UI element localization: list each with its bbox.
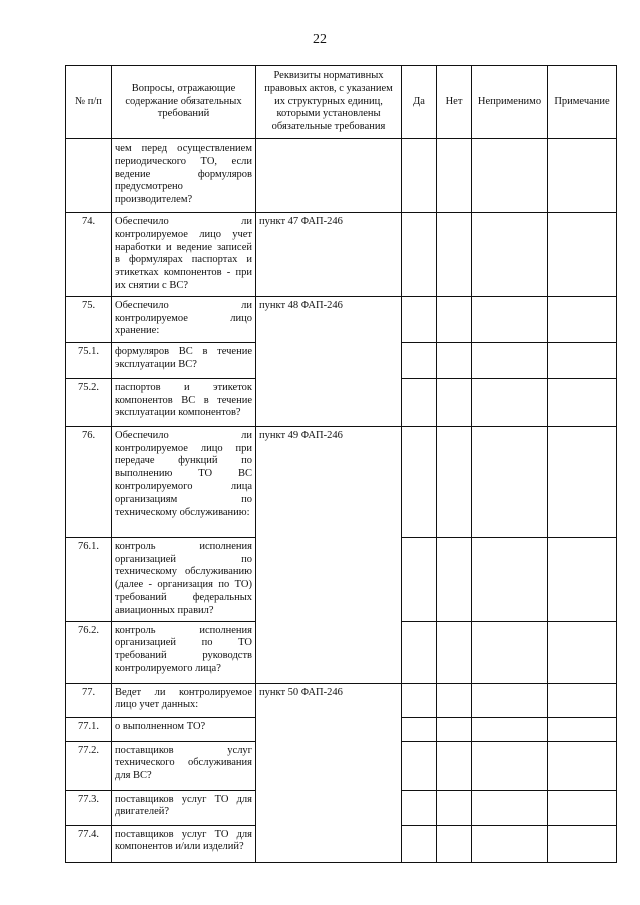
checklist-table bbox=[65, 65, 617, 863]
no-cell[interactable] bbox=[437, 621, 472, 683]
row-question: поставщиков услуг технического обслуживания для ВС? bbox=[112, 741, 256, 790]
header-question: Вопросы, отражающие содержание обязательных требований bbox=[112, 66, 256, 139]
header-num: № п/п bbox=[66, 66, 112, 139]
no-cell[interactable] bbox=[437, 790, 472, 825]
row-reference bbox=[256, 139, 402, 213]
note-cell[interactable] bbox=[548, 378, 617, 426]
header-row bbox=[66, 66, 617, 139]
no-cell[interactable] bbox=[437, 741, 472, 790]
row-question: паспортов и этикеток компонентов ВС в течение эксплуатации компонентов? bbox=[112, 378, 256, 426]
yes-cell[interactable] bbox=[402, 717, 437, 741]
row-number: 77.4. bbox=[66, 825, 112, 862]
note-cell[interactable] bbox=[548, 683, 617, 717]
row-reference: пункт 50 ФАП-246 bbox=[256, 683, 402, 862]
row-number: 76. bbox=[66, 426, 112, 537]
note-cell[interactable] bbox=[548, 342, 617, 378]
row-number bbox=[66, 139, 112, 213]
yes-cell[interactable] bbox=[402, 296, 437, 342]
no-cell[interactable] bbox=[437, 378, 472, 426]
no-cell[interactable] bbox=[437, 139, 472, 213]
row-number: 75. bbox=[66, 296, 112, 342]
row-question: поставщиков услуг ТО для двигателей? bbox=[112, 790, 256, 825]
yes-cell[interactable] bbox=[402, 537, 437, 621]
note-cell[interactable] bbox=[548, 426, 617, 537]
no-cell[interactable] bbox=[437, 296, 472, 342]
no-cell[interactable] bbox=[437, 683, 472, 717]
na-cell[interactable] bbox=[472, 825, 548, 862]
na-cell[interactable] bbox=[472, 790, 548, 825]
na-cell[interactable] bbox=[472, 213, 548, 297]
na-cell[interactable] bbox=[472, 426, 548, 537]
note-cell[interactable] bbox=[548, 139, 617, 213]
na-cell[interactable] bbox=[472, 537, 548, 621]
yes-cell[interactable] bbox=[402, 378, 437, 426]
note-cell[interactable] bbox=[548, 825, 617, 862]
na-cell[interactable] bbox=[472, 378, 548, 426]
yes-cell[interactable] bbox=[402, 342, 437, 378]
yes-cell[interactable] bbox=[402, 426, 437, 537]
row-question: Обеспечило ли контролируемое лицо хранение: bbox=[112, 296, 256, 342]
row-number: 74. bbox=[66, 213, 112, 297]
no-cell[interactable] bbox=[437, 342, 472, 378]
row-number: 76.1. bbox=[66, 537, 112, 621]
na-cell[interactable] bbox=[472, 741, 548, 790]
row-question: поставщиков услуг ТО для компонентов и/или изделий? bbox=[112, 825, 256, 862]
row-question: Ведет ли контролируемое лицо учет данных: bbox=[112, 683, 256, 717]
header-na: Неприменимо bbox=[472, 66, 548, 139]
na-cell[interactable] bbox=[472, 717, 548, 741]
no-cell[interactable] bbox=[437, 825, 472, 862]
row-question: контроль исполнения организацией по ТО требований руководств контролируемого лица? bbox=[112, 621, 256, 683]
row-reference: пункт 48 ФАП-246 bbox=[256, 296, 402, 426]
yes-cell[interactable] bbox=[402, 213, 437, 297]
row-question: чем перед осуществлением периодического ТО, если ведение формуляров предусмотрено производителем? bbox=[112, 139, 256, 213]
row-number: 75.2. bbox=[66, 378, 112, 426]
row-question: о выполненном ТО? bbox=[112, 717, 256, 741]
row-question: Обеспечило ли контролируемое лицо при передаче функций по выполнению ТО ВС контролируемого лица организациям по техническому обслуживанию: bbox=[112, 426, 256, 537]
table-row bbox=[66, 139, 617, 213]
row-number: 76.2. bbox=[66, 621, 112, 683]
no-cell[interactable] bbox=[437, 537, 472, 621]
na-cell[interactable] bbox=[472, 621, 548, 683]
header-yes: Да bbox=[402, 66, 437, 139]
table-row bbox=[66, 296, 617, 342]
table-row bbox=[66, 683, 617, 717]
note-cell[interactable] bbox=[548, 790, 617, 825]
header-reference: Реквизиты нормативных правовых актов, с указанием их структурных единиц, которыми установлены обязательные требования bbox=[256, 66, 402, 139]
na-cell[interactable] bbox=[472, 683, 548, 717]
row-reference: пункт 49 ФАП-246 bbox=[256, 426, 402, 683]
table-row bbox=[66, 213, 617, 297]
row-question: контроль исполнения организацией по техническому обслуживанию (далее - организация по ТО) требований федеральных авиационных правил? bbox=[112, 537, 256, 621]
table-row bbox=[66, 426, 617, 537]
no-cell[interactable] bbox=[437, 426, 472, 537]
note-cell[interactable] bbox=[548, 296, 617, 342]
note-cell[interactable] bbox=[548, 717, 617, 741]
na-cell[interactable] bbox=[472, 342, 548, 378]
yes-cell[interactable] bbox=[402, 825, 437, 862]
row-number: 75.1. bbox=[66, 342, 112, 378]
no-cell[interactable] bbox=[437, 717, 472, 741]
note-cell[interactable] bbox=[548, 537, 617, 621]
row-reference: пункт 47 ФАП-246 bbox=[256, 213, 402, 297]
row-number: 77.1. bbox=[66, 717, 112, 741]
note-cell[interactable] bbox=[548, 213, 617, 297]
note-cell[interactable] bbox=[548, 741, 617, 790]
row-number: 77. bbox=[66, 683, 112, 717]
page-number: 22 bbox=[313, 32, 327, 47]
yes-cell[interactable] bbox=[402, 741, 437, 790]
header-note: Примечание bbox=[548, 66, 617, 139]
yes-cell[interactable] bbox=[402, 683, 437, 717]
yes-cell[interactable] bbox=[402, 790, 437, 825]
row-question: формуляров ВС в течение эксплуатации ВС? bbox=[112, 342, 256, 378]
na-cell[interactable] bbox=[472, 139, 548, 213]
row-number: 77.2. bbox=[66, 741, 112, 790]
no-cell[interactable] bbox=[437, 213, 472, 297]
header-no: Нет bbox=[437, 66, 472, 139]
row-number: 77.3. bbox=[66, 790, 112, 825]
note-cell[interactable] bbox=[548, 621, 617, 683]
yes-cell[interactable] bbox=[402, 139, 437, 213]
na-cell[interactable] bbox=[472, 296, 548, 342]
row-question: Обеспечило ли контролируемое лицо учет наработки и ведение записей в формулярах паспортах и этикетках компонентов - при их снятии с ВС? bbox=[112, 213, 256, 297]
yes-cell[interactable] bbox=[402, 621, 437, 683]
